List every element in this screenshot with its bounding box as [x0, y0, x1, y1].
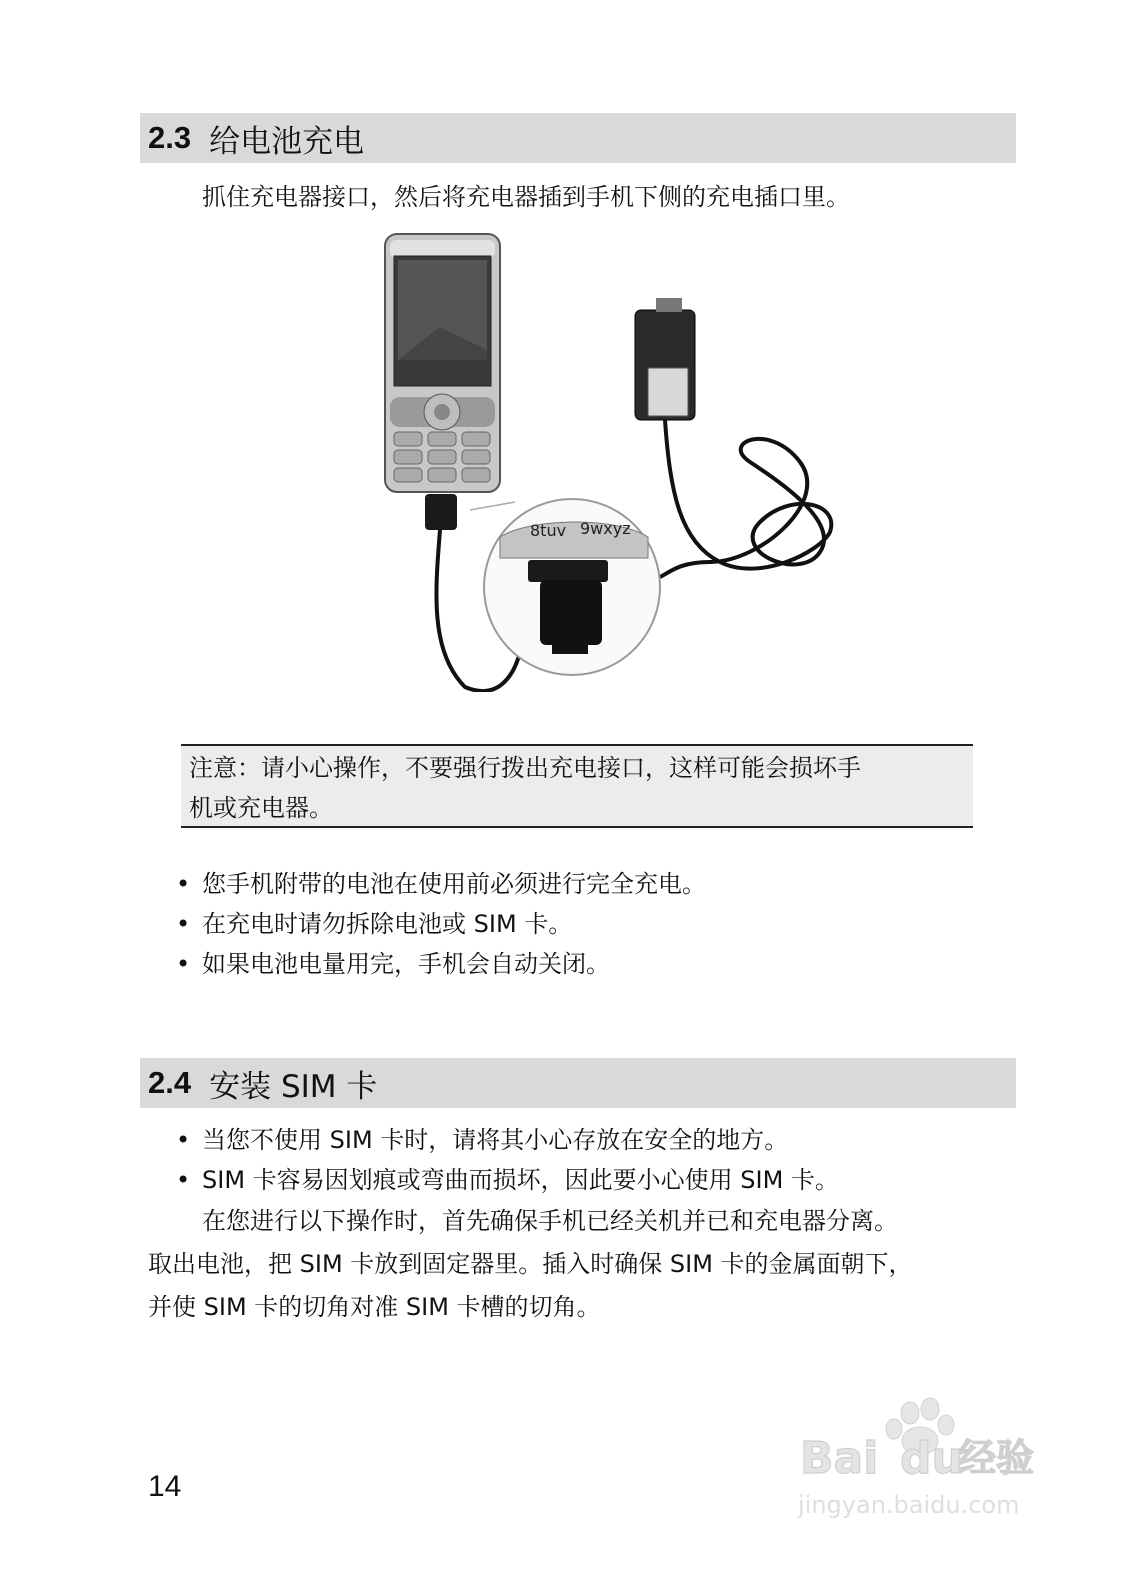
caution-note-line-2: 机或充电器。	[189, 794, 333, 822]
section-number: 2.3	[148, 120, 192, 155]
bullet-icon: •	[176, 950, 191, 978]
list-item	[172, 864, 706, 904]
watermark-url: jingyan.baidu.com	[798, 1491, 1020, 1519]
caution-note-line-1: 注意：请小心操作，不要强行拨出充电接口，这样可能会损坏手	[189, 754, 861, 782]
list-item	[172, 944, 706, 984]
paragraph-line: 在您进行以下操作时，首先确保手机已经关机并已和充电器分离。	[202, 1207, 898, 1235]
phone-charger-illustration	[380, 232, 850, 692]
page-number: 14	[148, 1470, 182, 1503]
bullet-icon: •	[176, 1126, 191, 1154]
bullet-icon: •	[176, 1166, 191, 1194]
bullet-icon: •	[176, 910, 191, 938]
baidu-jingyan-watermark	[790, 1395, 1060, 1525]
list-item	[172, 1160, 839, 1200]
sim-install-paragraph	[148, 1200, 1018, 1329]
section-header-2-3	[140, 113, 1016, 163]
section-title: 给电池充电	[209, 123, 365, 160]
paragraph-line: 并使 SIM 卡的切角对准 SIM 卡槽的切角。	[148, 1293, 601, 1321]
list-item-text: 您手机附带的电池在使用前必须进行完全充电。	[202, 870, 706, 898]
intro-paragraph: 抓住充电器接口，然后将充电器插到手机下侧的充电插口里。	[202, 183, 850, 211]
list-item	[172, 904, 706, 944]
paragraph-line: 取出电池，把 SIM 卡放到固定器里。插入时确保 SIM 卡的金属面朝下，	[148, 1250, 913, 1278]
watermark-brand-du: du	[900, 1433, 963, 1484]
section-title: 安装 SIM 卡	[209, 1068, 378, 1105]
list-item-text: 当您不使用 SIM 卡时，请将其小心存放在安全的地方。	[202, 1126, 789, 1154]
section-header-2-4	[140, 1058, 1016, 1108]
caution-note	[181, 744, 973, 828]
watermark-label: 经验	[958, 1436, 1035, 1480]
list-item-text: 如果电池电量用完，手机会自动关闭。	[202, 950, 610, 978]
list-item	[172, 1120, 839, 1160]
charging-bullet-list	[172, 864, 706, 984]
watermark-brand: Bai	[800, 1433, 879, 1484]
list-item-text: 在充电时请勿拆除电池或 SIM 卡。	[202, 910, 573, 938]
inset-key-8-label: 8tuv	[530, 521, 567, 540]
list-item-text: SIM 卡容易因划痕或弯曲而损坏，因此要小心使用 SIM 卡。	[202, 1166, 839, 1194]
bullet-icon: •	[176, 870, 191, 898]
sim-bullet-list	[172, 1120, 839, 1200]
section-number: 2.4	[148, 1065, 192, 1100]
inset-key-9-label: 9wxyz	[580, 519, 631, 538]
